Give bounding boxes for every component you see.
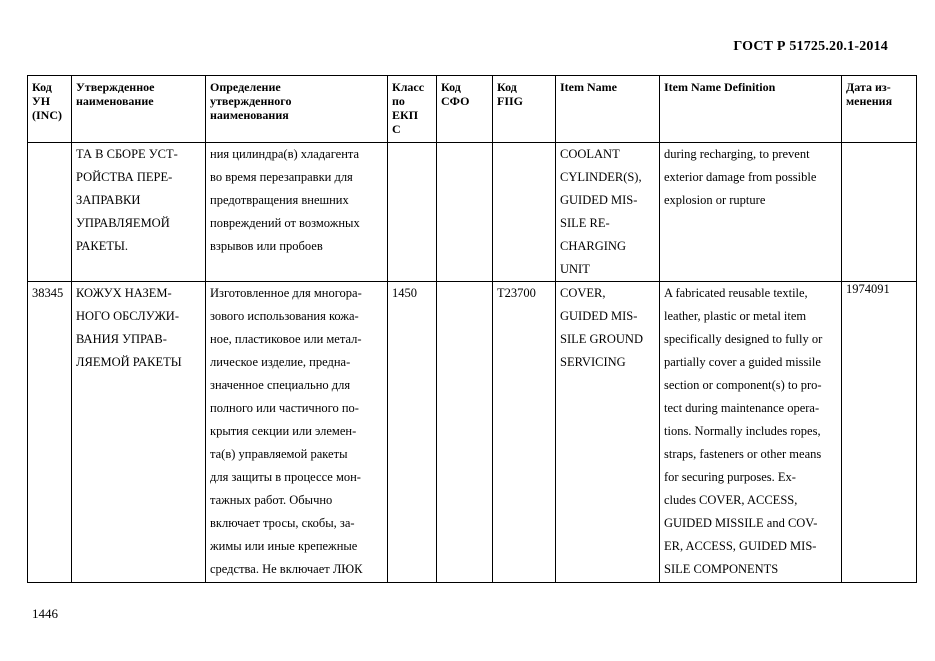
- cell-line: straps, fasteners or other means: [664, 447, 822, 461]
- cell-approved-name: [72, 282, 206, 583]
- header-item-name-definition: [660, 76, 842, 143]
- header-line: Класс: [392, 80, 425, 94]
- header-class: [388, 76, 437, 143]
- cell-class: [388, 282, 437, 583]
- cell-line: ное, пластиковое или метал-: [210, 332, 362, 346]
- cell-line: tions. Normally includes ropes,: [664, 424, 821, 438]
- cell-definition: [206, 143, 388, 282]
- header-approved-name: [72, 76, 206, 143]
- cell-line: cludes COVER, ACCESS,: [664, 493, 798, 507]
- cell-line: COOLANT: [560, 147, 620, 161]
- cell-line: жимы или иные крепежные: [210, 539, 358, 553]
- cell-line: ТА В СБОРЕ УСТ-: [76, 147, 178, 161]
- cell-line: specifically designed to fully or: [664, 332, 823, 346]
- cell-item-name-definition: [660, 282, 842, 583]
- cell-line: КОЖУХ НАЗЕМ-: [76, 286, 172, 300]
- cell-line: РОЙСТВА ПЕРЕ-: [76, 170, 173, 184]
- cell-line: during recharging, to prevent: [664, 147, 810, 161]
- cell-line: CHARGING: [560, 239, 626, 253]
- cell-sfo: [437, 143, 493, 282]
- classification-table: [27, 75, 917, 583]
- cell-line: explosion or rupture: [664, 193, 766, 207]
- table-row: [28, 143, 917, 282]
- cell-change-date: [842, 143, 917, 282]
- table-row: [28, 282, 917, 583]
- cell-line: UNIT: [560, 262, 590, 276]
- header-sfo: [437, 76, 493, 143]
- cell-line: ния цилиндра(в) хладагента: [210, 147, 360, 161]
- header-line: Дата из-: [846, 80, 891, 94]
- standard-designation: ГОСТ Р 51725.20.1-2014: [733, 39, 888, 54]
- cell-line: 1974091: [846, 282, 890, 296]
- header-line: С: [392, 122, 401, 136]
- cell-line: GUIDED MIS-: [560, 309, 638, 323]
- cell-class: [388, 143, 437, 282]
- header-line: по: [392, 94, 405, 108]
- cell-line: leather, plastic or metal item: [664, 309, 807, 323]
- header-item-name: [556, 76, 660, 143]
- header-line: УН: [32, 94, 51, 108]
- cell-line: 38345: [32, 286, 64, 300]
- header-line: СФО: [441, 94, 470, 108]
- cell-line: section or component(s) to pro-: [664, 378, 822, 392]
- cell-line: крытия секции или элемен-: [210, 424, 357, 438]
- cell-inc: [28, 282, 72, 583]
- cell-line: повреждений от возможных: [210, 216, 360, 230]
- cell-line: CYLINDER(S),: [560, 170, 642, 184]
- cell-change-date: [842, 282, 917, 583]
- cell-line: тажных работ. Обычно: [210, 493, 333, 507]
- header-line: Код: [441, 80, 461, 94]
- cell-line: НОГО ОБСЛУЖИ-: [76, 309, 179, 323]
- cell-definition: [206, 282, 388, 583]
- cell-line: tect during maintenance opera-: [664, 401, 820, 415]
- cell-line: Изготовленное для многора-: [210, 286, 362, 300]
- header-line: ЕКП: [392, 108, 419, 122]
- cell-line: ЛЯЕМОЙ РАКЕТЫ: [76, 355, 182, 369]
- cell-line: SERVICING: [560, 355, 626, 369]
- cell-line: T23700: [497, 286, 536, 300]
- header-line: Утвержденное: [76, 80, 155, 94]
- cell-line: GUIDED MISSILE and COV-: [664, 516, 818, 530]
- cell-line: УПРАВЛЯЕМОЙ: [76, 216, 170, 230]
- header-line: менения: [846, 94, 893, 108]
- cell-approved-name: [72, 143, 206, 282]
- cell-line: для защиты в процессе мон-: [210, 470, 361, 484]
- cell-line: полного или частичного по-: [210, 401, 359, 415]
- cell-fiig: [493, 143, 556, 282]
- header-line: Item Name: [560, 80, 617, 94]
- table-header-row: [28, 76, 917, 143]
- cell-line: ER, ACCESS, GUIDED MIS-: [664, 539, 817, 553]
- cell-item-name: [556, 143, 660, 282]
- header-change-date: [842, 76, 917, 143]
- cell-fiig: [493, 282, 556, 583]
- header-line: Код: [497, 80, 517, 94]
- cell-sfo: [437, 282, 493, 583]
- cell-line: взрывов или пробоев: [210, 239, 323, 253]
- cell-line: for securing purposes. Ex-: [664, 470, 796, 484]
- header-fiig: [493, 76, 556, 143]
- cell-line: та(в) управляемой ракеты: [210, 447, 348, 461]
- cell-line: SILE COMPONENTS: [664, 562, 779, 576]
- header-line: Item Name Definition: [664, 80, 776, 94]
- cell-line: включает тросы, скобы, за-: [210, 516, 355, 530]
- page-number: 1446: [32, 606, 58, 621]
- cell-line: partially cover a guided missile: [664, 355, 821, 369]
- cell-line: SILE GROUND: [560, 332, 643, 346]
- cell-line: во время перезаправки для: [210, 170, 353, 184]
- cell-line: COVER,: [560, 286, 606, 300]
- cell-item-name-definition: [660, 143, 842, 282]
- cell-line: SILE RE-: [560, 216, 610, 230]
- header-line: наименование: [76, 94, 154, 108]
- cell-line: лическое изделие, предна-: [210, 355, 351, 369]
- header-line: утвержденного: [210, 94, 292, 108]
- header-line: Код: [32, 80, 52, 94]
- header-definition: [206, 76, 388, 143]
- header-line: (INC): [32, 108, 62, 122]
- cell-line: зового использования кожа-: [210, 309, 359, 323]
- cell-line: РАКЕТЫ.: [76, 239, 129, 253]
- cell-line: ВАНИЯ УПРАВ-: [76, 332, 167, 346]
- cell-line: средства. Не включает ЛЮК: [210, 562, 363, 576]
- cell-line: exterior damage from possible: [664, 170, 817, 184]
- header-line: Определение: [210, 80, 281, 94]
- header-line: наименования: [210, 108, 289, 122]
- cell-line: 1450: [392, 286, 417, 300]
- header-inc: [28, 76, 72, 143]
- cell-item-name: [556, 282, 660, 583]
- cell-line: предотвращения внешних: [210, 193, 349, 207]
- header-line: FIIG: [497, 94, 524, 108]
- cell-line: A fabricated reusable textile,: [664, 286, 808, 300]
- cell-line: GUIDED MIS-: [560, 193, 638, 207]
- cell-line: ЗАПРАВКИ: [76, 193, 141, 207]
- cell-line: значенное специально для: [210, 378, 351, 392]
- cell-inc: [28, 143, 72, 282]
